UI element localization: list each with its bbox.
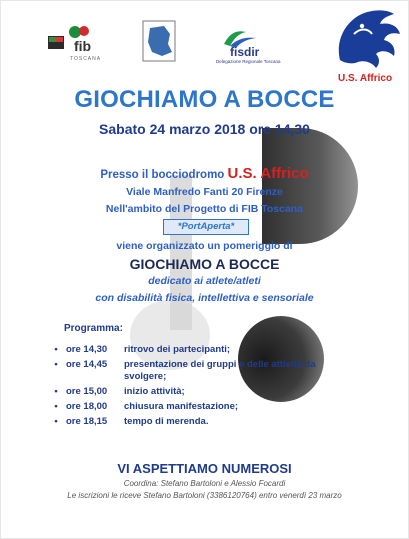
- program-item: [46, 401, 346, 413]
- bullet: •: [54, 359, 58, 370]
- program-time: ore 14,45: [66, 359, 108, 370]
- bullet: •: [54, 416, 58, 427]
- program-time: ore 14,30: [66, 344, 108, 355]
- program-time: ore 15,00: [66, 386, 108, 397]
- dedicated-line: dedicato ai atlete/atleti: [148, 275, 261, 287]
- footer-coordinators: Coordina: Stefano Bartoloni e Alessio Focardi: [123, 479, 286, 488]
- footer-registrations: Le iscrizioni le riceve Stefano Bartoloni (3386120764) entro venerdì 23 marzo: [67, 491, 342, 500]
- fib-sub: TOSCANA: [70, 56, 102, 62]
- bullet: •: [54, 401, 58, 412]
- program-item: [46, 359, 346, 383]
- venue-prefix: Presso il bocciodromo: [100, 169, 225, 181]
- fisdir-sub: Delegazione Regionale Toscana: [216, 59, 281, 64]
- program-list: [46, 344, 346, 431]
- venue-address: Viale Manfredo Fanti 20 Firenze: [126, 186, 283, 198]
- venue-project: Nell'ambito del Progetto di FIB Toscana: [105, 203, 304, 215]
- program-desc: chiusura manifestazione;: [124, 401, 239, 412]
- usaffrico-label: U.S. Affrico: [338, 73, 393, 84]
- program-item: [46, 386, 346, 398]
- portaperta-badge: *PortAperta*: [163, 219, 249, 235]
- bullet: •: [54, 344, 58, 355]
- program-time: ore 18,15: [66, 416, 108, 427]
- program-desc: tempo di merenda.: [124, 416, 209, 427]
- event-date: Sabato 24 marzo 2018 ore 14,30: [99, 121, 310, 137]
- program-item: [46, 344, 346, 356]
- event-name: GIOCHIAMO A BOCCE: [129, 256, 280, 272]
- program-item: [46, 416, 346, 428]
- program-desc: presentazione dei gruppi e delle attività da svolgere;: [124, 359, 316, 382]
- program-title: Programma:: [64, 323, 123, 334]
- page-title: GIOCHIAMO A BOCCE: [74, 86, 335, 113]
- program-desc: ritrovo dei partecipanti;: [124, 344, 231, 355]
- venue-name: U.S. Affrico: [227, 165, 309, 182]
- griffin-icon: [332, 4, 404, 72]
- organized-line: viene organizzato un pomeriggio di: [116, 240, 293, 252]
- program-time: ore 18,00: [66, 401, 108, 412]
- program-desc: inizio attività;: [124, 386, 185, 397]
- usaffrico-logo: [332, 4, 404, 72]
- venue-line: [0, 165, 409, 182]
- bullet: •: [54, 386, 58, 397]
- tuscany-map-icon: [142, 20, 176, 62]
- disability-line: con disabilità fisica, intellettiva e sensoriale: [95, 292, 314, 304]
- fisdir-label: fisdir: [230, 45, 260, 59]
- fib-label: fib: [74, 38, 92, 54]
- tuscany-logo: [142, 20, 176, 62]
- footer-slogan: VI ASPETTIAMO NUMEROSI: [117, 461, 292, 476]
